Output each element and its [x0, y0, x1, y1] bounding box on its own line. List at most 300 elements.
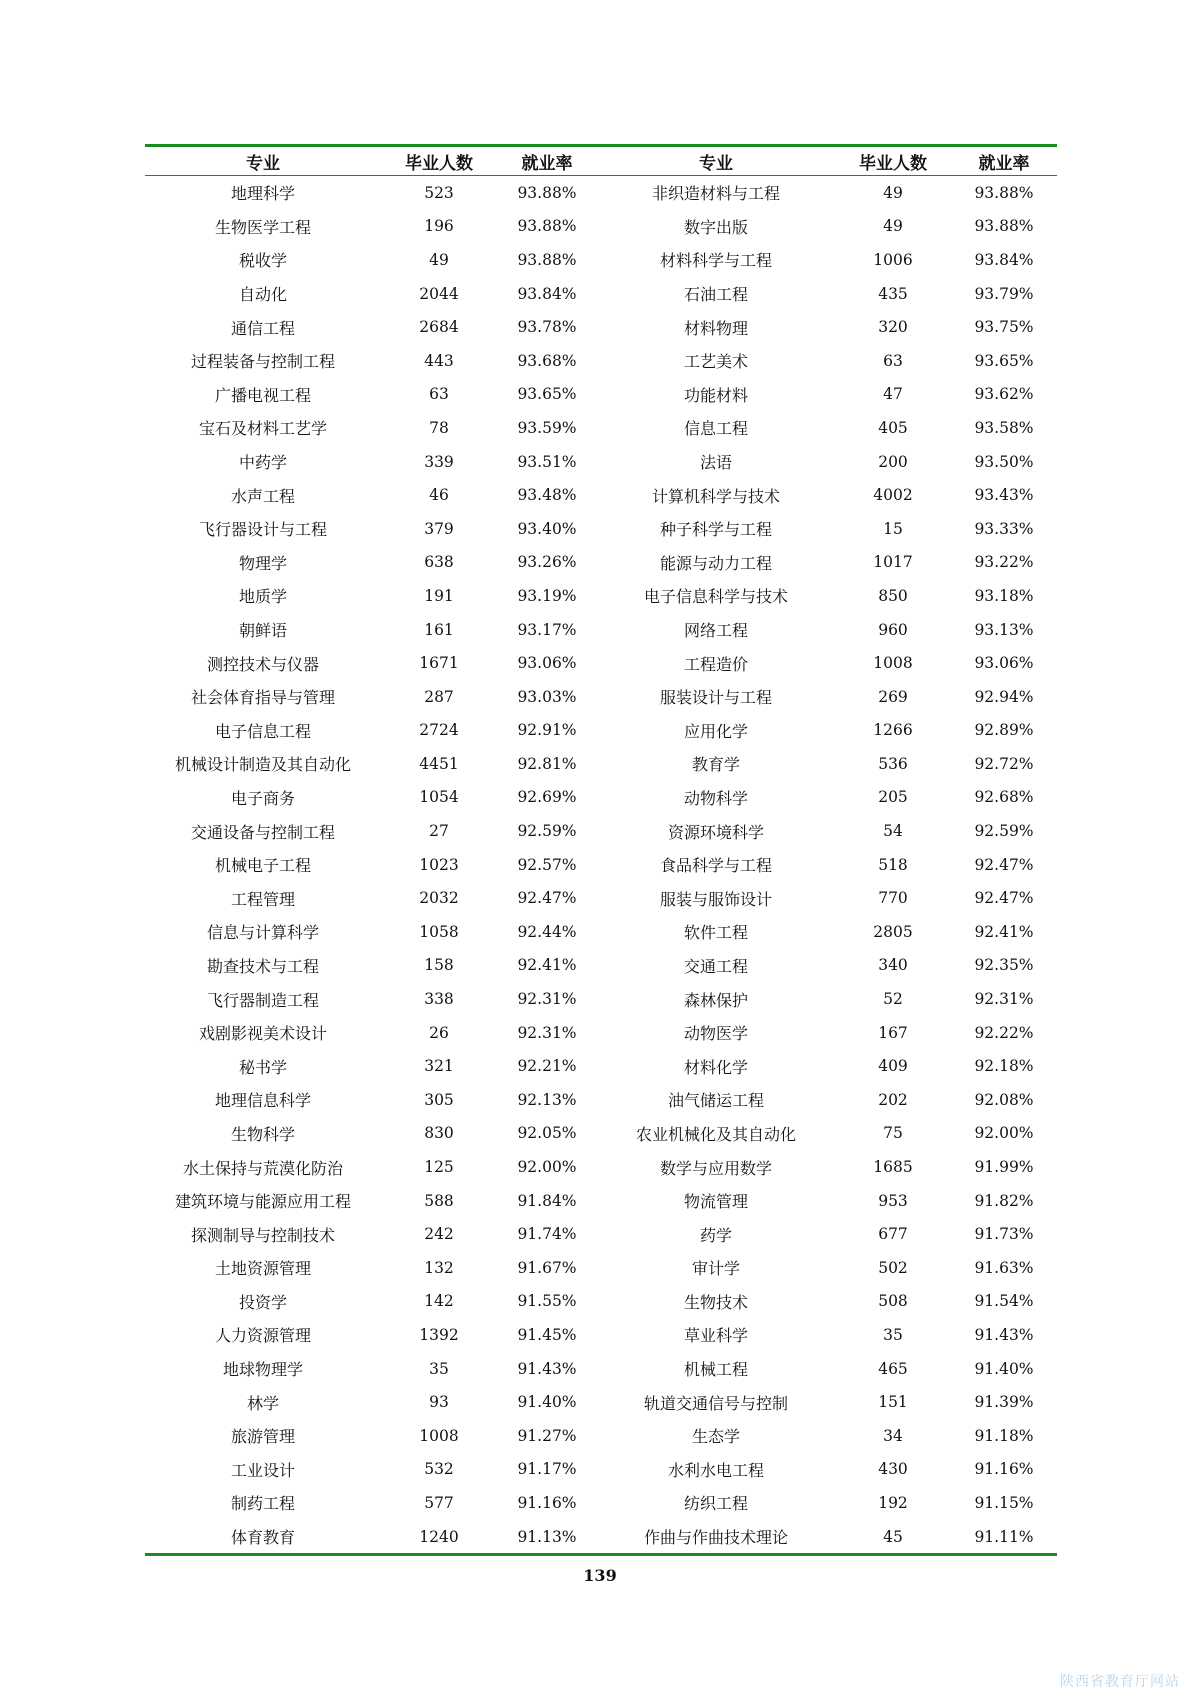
table-row — [145, 613, 1057, 647]
cell-major-right: 数字出版 — [683, 217, 748, 237]
cell-major-right: 工程造价 — [683, 654, 748, 674]
cell-major-left: 秘书学 — [238, 1057, 287, 1077]
table-row — [145, 747, 1057, 781]
cell-graduates-left: 532 — [424, 1460, 454, 1479]
cell-rate-right: 92.00% — [974, 1124, 1034, 1143]
cell-graduates-left: 379 — [424, 519, 454, 538]
table-row — [145, 680, 1057, 714]
cell-rate-left: 91.13% — [517, 1527, 577, 1546]
cell-rate-right: 93.84% — [974, 250, 1034, 269]
table-row — [145, 949, 1057, 983]
cell-rate-right: 91.15% — [974, 1493, 1034, 1512]
cell-rate-right: 92.08% — [974, 1090, 1034, 1109]
cell-major-left: 飞行器制造工程 — [206, 990, 319, 1010]
cell-graduates-left: 305 — [424, 1090, 454, 1109]
cell-graduates-right: 770 — [878, 889, 908, 908]
cell-major-left: 探测制导与控制技术 — [190, 1225, 335, 1245]
cell-graduates-left: 443 — [424, 351, 454, 370]
cell-major-left: 机械设计制造及其自动化 — [174, 755, 351, 775]
cell-rate-right: 92.41% — [974, 922, 1034, 941]
cell-major-left: 社会体育指导与管理 — [190, 688, 335, 708]
cell-major-right: 生物技术 — [683, 1292, 748, 1312]
table-row — [145, 1016, 1057, 1050]
cell-rate-right: 91.18% — [974, 1426, 1034, 1445]
cell-rate-left: 92.05% — [517, 1124, 577, 1143]
cell-major-right: 材料化学 — [683, 1057, 748, 1077]
cell-rate-right: 91.73% — [974, 1225, 1034, 1244]
cell-major-right: 动物科学 — [683, 788, 748, 808]
cell-graduates-right: 202 — [878, 1090, 908, 1109]
cell-rate-left: 93.19% — [517, 586, 577, 605]
cell-graduates-left: 191 — [424, 586, 454, 605]
cell-rate-left: 91.67% — [517, 1258, 577, 1277]
table-row — [145, 243, 1057, 277]
table-row — [145, 546, 1057, 580]
cell-major-right: 资源环境科学 — [667, 822, 764, 842]
cell-graduates-right: 518 — [878, 855, 908, 874]
cell-major-left: 地理科学 — [230, 184, 295, 204]
cell-rate-left: 92.81% — [517, 754, 577, 773]
cell-graduates-right: 4002 — [873, 486, 913, 505]
cell-rate-left: 93.17% — [517, 620, 577, 639]
cell-graduates-left: 35 — [429, 1359, 449, 1378]
cell-rate-right: 91.63% — [974, 1258, 1034, 1277]
table-row — [145, 344, 1057, 378]
employment-rate-table — [145, 144, 1057, 1556]
table-row — [145, 646, 1057, 680]
cell-major-right: 信息工程 — [683, 419, 748, 439]
header-rate-right: 就业率 — [951, 147, 1057, 176]
cell-rate-left: 92.47% — [517, 889, 577, 908]
cell-rate-right: 93.75% — [974, 318, 1034, 337]
cell-rate-right: 92.18% — [974, 1057, 1034, 1076]
cell-graduates-left: 4451 — [419, 754, 459, 773]
cell-major-left: 飞行器设计与工程 — [198, 520, 327, 540]
cell-major-left: 过程装备与控制工程 — [190, 352, 335, 372]
cell-graduates-right: 49 — [883, 217, 903, 236]
cell-major-right: 纺织工程 — [683, 1494, 748, 1514]
table-row — [145, 1419, 1057, 1453]
cell-rate-left: 91.40% — [517, 1393, 577, 1412]
cell-rate-left: 93.68% — [517, 351, 577, 370]
data-table — [145, 147, 1057, 1553]
cell-major-left: 工程管理 — [230, 889, 295, 909]
cell-major-left: 物理学 — [238, 553, 287, 573]
cell-major-right: 机械工程 — [683, 1360, 748, 1380]
cell-graduates-right: 205 — [878, 788, 908, 807]
cell-rate-right: 91.82% — [974, 1191, 1034, 1210]
table-body — [145, 176, 1057, 1554]
cell-major-right: 能源与动力工程 — [659, 553, 772, 573]
cell-major-right: 生态学 — [691, 1427, 740, 1447]
cell-graduates-right: 49 — [883, 183, 903, 202]
cell-major-right: 种子科学与工程 — [659, 520, 772, 540]
cell-major-left: 水声工程 — [230, 486, 295, 506]
cell-major-left: 宝石及材料工艺学 — [198, 419, 327, 439]
cell-graduates-left: 63 — [429, 385, 449, 404]
cell-graduates-left: 2684 — [419, 318, 459, 337]
table-row — [145, 714, 1057, 748]
cell-major-right: 应用化学 — [683, 721, 748, 741]
cell-rate-left: 92.21% — [517, 1057, 577, 1076]
cell-rate-right: 92.68% — [974, 788, 1034, 807]
cell-graduates-left: 2032 — [419, 889, 459, 908]
cell-rate-left: 92.59% — [517, 822, 577, 841]
table-row — [145, 1251, 1057, 1285]
table-row — [145, 1352, 1057, 1386]
cell-graduates-left: 1054 — [419, 788, 459, 807]
cell-rate-right: 92.47% — [974, 889, 1034, 908]
cell-graduates-left: 93 — [429, 1393, 449, 1412]
cell-major-right: 材料物理 — [683, 318, 748, 338]
cell-rate-left: 92.41% — [517, 956, 577, 975]
cell-major-right: 法语 — [699, 453, 732, 473]
cell-rate-left: 91.84% — [517, 1191, 577, 1210]
cell-rate-left: 93.84% — [517, 284, 577, 303]
cell-rate-left: 91.45% — [517, 1325, 577, 1344]
header-row — [145, 147, 1057, 176]
cell-rate-right: 93.43% — [974, 486, 1034, 505]
cell-major-left: 测控技术与仪器 — [206, 654, 319, 674]
cell-rate-left: 93.65% — [517, 385, 577, 404]
cell-major-right: 水利水电工程 — [667, 1460, 764, 1480]
cell-graduates-right: 320 — [878, 318, 908, 337]
table-row — [145, 1049, 1057, 1083]
cell-major-left: 交通设备与控制工程 — [190, 822, 335, 842]
cell-major-right: 审计学 — [691, 1259, 740, 1279]
cell-major-right: 农业机械化及其自动化 — [635, 1124, 796, 1144]
cell-major-left: 建筑环境与能源应用工程 — [174, 1192, 351, 1212]
cell-graduates-left: 27 — [429, 822, 449, 841]
cell-graduates-left: 638 — [424, 553, 454, 572]
cell-graduates-right: 2805 — [873, 922, 913, 941]
cell-rate-right: 92.72% — [974, 754, 1034, 773]
cell-major-left: 通信工程 — [230, 318, 295, 338]
cell-major-right: 网络工程 — [683, 621, 748, 641]
cell-rate-left: 93.40% — [517, 519, 577, 538]
cell-graduates-right: 45 — [883, 1527, 903, 1546]
cell-rate-right: 93.62% — [974, 385, 1034, 404]
cell-rate-left: 93.59% — [517, 418, 577, 437]
cell-rate-right: 93.65% — [974, 351, 1034, 370]
cell-rate-left: 91.16% — [517, 1493, 577, 1512]
cell-graduates-right: 850 — [878, 586, 908, 605]
cell-rate-left: 93.78% — [517, 318, 577, 337]
cell-graduates-left: 1058 — [419, 922, 459, 941]
cell-graduates-left: 2724 — [419, 721, 459, 740]
cell-graduates-left: 338 — [424, 990, 454, 1009]
cell-major-left: 制药工程 — [230, 1494, 295, 1514]
table-row — [145, 210, 1057, 244]
cell-graduates-right: 405 — [878, 418, 908, 437]
cell-rate-left: 92.91% — [517, 721, 577, 740]
cell-rate-right: 93.13% — [974, 620, 1034, 639]
cell-graduates-left: 1392 — [419, 1325, 459, 1344]
cell-major-left: 地质学 — [238, 587, 287, 607]
cell-graduates-right: 340 — [878, 956, 908, 975]
table-row — [145, 310, 1057, 344]
cell-graduates-left: 196 — [424, 217, 454, 236]
cell-rate-right: 93.88% — [974, 217, 1034, 236]
cell-rate-right: 93.79% — [974, 284, 1034, 303]
table-row — [145, 1285, 1057, 1319]
table-row — [145, 378, 1057, 412]
cell-graduates-right: 953 — [878, 1191, 908, 1210]
cell-major-right: 服装与服饰设计 — [659, 889, 772, 909]
header-graduates-right: 毕业人数 — [835, 147, 951, 176]
cell-rate-left: 93.51% — [517, 452, 577, 471]
cell-rate-right: 93.50% — [974, 452, 1034, 471]
cell-major-right: 食品科学与工程 — [659, 856, 772, 876]
cell-major-right: 轨道交通信号与控制 — [643, 1393, 788, 1413]
cell-graduates-right: 34 — [883, 1426, 903, 1445]
cell-major-left: 戏剧影视美术设计 — [198, 1024, 327, 1044]
cell-major-left: 地球物理学 — [222, 1360, 303, 1380]
cell-rate-right: 93.22% — [974, 553, 1034, 572]
cell-major-right: 作曲与作曲技术理论 — [643, 1528, 788, 1548]
cell-rate-left: 92.69% — [517, 788, 577, 807]
cell-graduates-left: 577 — [424, 1493, 454, 1512]
cell-rate-left: 93.06% — [517, 654, 577, 673]
cell-major-left: 朝鲜语 — [238, 621, 287, 641]
cell-rate-left: 91.43% — [517, 1359, 577, 1378]
table-row — [145, 1217, 1057, 1251]
cell-major-left: 电子信息工程 — [214, 721, 311, 741]
cell-graduates-right: 192 — [878, 1493, 908, 1512]
cell-rate-right: 91.54% — [974, 1292, 1034, 1311]
cell-graduates-left: 1671 — [419, 654, 459, 673]
table-header — [145, 147, 1057, 176]
cell-major-left: 机械电子工程 — [214, 856, 311, 876]
cell-rate-right: 91.43% — [974, 1325, 1034, 1344]
cell-rate-right: 91.16% — [974, 1460, 1034, 1479]
cell-major-left: 生物医学工程 — [214, 217, 311, 237]
cell-graduates-right: 200 — [878, 452, 908, 471]
cell-major-right: 教育学 — [691, 755, 740, 775]
cell-graduates-left: 161 — [424, 620, 454, 639]
cell-graduates-right: 1685 — [873, 1158, 913, 1177]
cell-major-left: 工业设计 — [230, 1460, 295, 1480]
cell-major-left: 中药学 — [238, 453, 287, 473]
cell-major-right: 草业科学 — [683, 1326, 748, 1346]
cell-graduates-left: 158 — [424, 956, 454, 975]
cell-graduates-left: 339 — [424, 452, 454, 471]
table-row — [145, 881, 1057, 915]
cell-rate-left: 91.17% — [517, 1460, 577, 1479]
cell-graduates-right: 1008 — [873, 654, 913, 673]
cell-rate-left: 93.88% — [517, 217, 577, 236]
cell-major-left: 林学 — [246, 1393, 279, 1413]
cell-graduates-left: 46 — [429, 486, 449, 505]
cell-rate-left: 93.88% — [517, 183, 577, 202]
cell-graduates-right: 47 — [883, 385, 903, 404]
cell-major-right: 森林保护 — [683, 990, 748, 1010]
cell-major-right: 软件工程 — [683, 923, 748, 943]
cell-rate-left: 92.57% — [517, 855, 577, 874]
cell-rate-left: 91.55% — [517, 1292, 577, 1311]
cell-major-right: 交通工程 — [683, 956, 748, 976]
table-row — [145, 176, 1057, 210]
table-row — [145, 1184, 1057, 1218]
cell-rate-right: 92.31% — [974, 990, 1034, 1009]
cell-major-left: 旅游管理 — [230, 1427, 295, 1447]
table-row — [145, 1150, 1057, 1184]
cell-major-right: 非织造材料与工程 — [651, 184, 780, 204]
cell-major-right: 材料科学与工程 — [659, 251, 772, 271]
cell-major-right: 动物医学 — [683, 1024, 748, 1044]
cell-major-left: 体育教育 — [230, 1528, 295, 1548]
cell-graduates-right: 52 — [883, 990, 903, 1009]
header-rate-left: 就业率 — [497, 147, 597, 176]
cell-rate-left: 92.44% — [517, 922, 577, 941]
cell-major-left: 地理信息科学 — [214, 1091, 311, 1111]
cell-rate-right: 92.59% — [974, 822, 1034, 841]
cell-major-right: 功能材料 — [683, 385, 748, 405]
cell-rate-left: 92.31% — [517, 990, 577, 1009]
cell-graduates-left: 132 — [424, 1258, 454, 1277]
cell-rate-right: 93.58% — [974, 418, 1034, 437]
cell-major-right: 服装设计与工程 — [659, 688, 772, 708]
cell-major-left: 信息与计算科学 — [206, 923, 319, 943]
table-row — [145, 445, 1057, 479]
cell-major-right: 计算机科学与技术 — [651, 486, 780, 506]
cell-rate-left: 93.88% — [517, 250, 577, 269]
header-major-right: 专业 — [597, 147, 835, 176]
cell-major-right: 电子信息科学与技术 — [643, 587, 788, 607]
cell-rate-left: 92.00% — [517, 1158, 577, 1177]
cell-graduates-left: 830 — [424, 1124, 454, 1143]
cell-major-left: 自动化 — [238, 285, 287, 305]
cell-major-right: 油气储运工程 — [667, 1091, 764, 1111]
cell-graduates-right: 167 — [878, 1023, 908, 1042]
cell-graduates-left: 2044 — [419, 284, 459, 303]
table-row — [145, 1385, 1057, 1419]
cell-major-left: 生物科学 — [230, 1124, 295, 1144]
cell-graduates-right: 1017 — [873, 553, 913, 572]
cell-rate-left: 93.48% — [517, 486, 577, 505]
table-row — [145, 982, 1057, 1016]
cell-major-right: 药学 — [699, 1225, 732, 1245]
cell-major-right: 物流管理 — [683, 1192, 748, 1212]
cell-rate-right: 93.18% — [974, 586, 1034, 605]
table-row — [145, 1318, 1057, 1352]
table-row — [145, 277, 1057, 311]
cell-graduates-right: 430 — [878, 1460, 908, 1479]
cell-graduates-right: 677 — [878, 1225, 908, 1244]
table-row — [145, 1453, 1057, 1487]
cell-graduates-right: 75 — [883, 1124, 903, 1143]
cell-graduates-left: 1240 — [419, 1527, 459, 1546]
cell-rate-right: 91.99% — [974, 1158, 1034, 1177]
cell-major-right: 数学与应用数学 — [659, 1158, 772, 1178]
cell-graduates-right: 502 — [878, 1258, 908, 1277]
cell-major-left: 水土保持与荒漠化防治 — [182, 1158, 343, 1178]
cell-graduates-left: 242 — [424, 1225, 454, 1244]
cell-rate-right: 91.11% — [974, 1527, 1034, 1546]
cell-graduates-left: 78 — [429, 418, 449, 437]
cell-major-left: 勘查技术与工程 — [206, 956, 319, 976]
cell-graduates-right: 1006 — [873, 250, 913, 269]
cell-graduates-right: 465 — [878, 1359, 908, 1378]
cell-graduates-right: 54 — [883, 822, 903, 841]
cell-graduates-left: 523 — [424, 183, 454, 202]
page-number: 139 — [583, 1566, 617, 1585]
cell-graduates-left: 1008 — [419, 1426, 459, 1445]
cell-graduates-left: 26 — [429, 1023, 449, 1042]
cell-rate-right: 92.94% — [974, 687, 1034, 706]
cell-graduates-right: 960 — [878, 620, 908, 639]
table-row — [145, 579, 1057, 613]
cell-graduates-right: 536 — [878, 754, 908, 773]
cell-graduates-right: 435 — [878, 284, 908, 303]
cell-major-left: 人力资源管理 — [214, 1326, 311, 1346]
table-row — [145, 1486, 1057, 1520]
cell-rate-right: 93.06% — [974, 654, 1034, 673]
cell-rate-left: 91.74% — [517, 1225, 577, 1244]
cell-rate-right: 93.33% — [974, 519, 1034, 538]
cell-graduates-right: 151 — [878, 1393, 908, 1412]
table-row — [145, 848, 1057, 882]
cell-rate-right: 91.40% — [974, 1359, 1034, 1378]
cell-graduates-right: 1266 — [873, 721, 913, 740]
cell-graduates-right: 409 — [878, 1057, 908, 1076]
cell-graduates-right: 35 — [883, 1325, 903, 1344]
cell-graduates-left: 125 — [424, 1158, 454, 1177]
watermark: 陕西省教育厅网站 — [1060, 1674, 1180, 1690]
cell-major-left: 投资学 — [238, 1292, 287, 1312]
cell-major-right: 工艺美术 — [683, 352, 748, 372]
cell-major-left: 税收学 — [238, 251, 287, 271]
table-row — [145, 478, 1057, 512]
cell-graduates-right: 269 — [878, 687, 908, 706]
header-major-left: 专业 — [145, 147, 381, 176]
cell-rate-right: 92.47% — [974, 855, 1034, 874]
cell-rate-left: 93.03% — [517, 687, 577, 706]
table-row — [145, 512, 1057, 546]
cell-graduates-right: 63 — [883, 351, 903, 370]
cell-rate-left: 92.13% — [517, 1090, 577, 1109]
cell-rate-right: 92.22% — [974, 1023, 1034, 1042]
cell-graduates-right: 508 — [878, 1292, 908, 1311]
table-row — [145, 411, 1057, 445]
cell-graduates-left: 287 — [424, 687, 454, 706]
table-row — [145, 1117, 1057, 1151]
cell-graduates-left: 588 — [424, 1191, 454, 1210]
cell-graduates-left: 1023 — [419, 855, 459, 874]
header-graduates-left: 毕业人数 — [381, 147, 497, 176]
table-row — [145, 781, 1057, 815]
cell-rate-left: 92.31% — [517, 1023, 577, 1042]
table-row — [145, 1083, 1057, 1117]
cell-rate-right: 91.39% — [974, 1393, 1034, 1412]
cell-rate-right: 93.88% — [974, 183, 1034, 202]
table-row — [145, 814, 1057, 848]
cell-graduates-left: 142 — [424, 1292, 454, 1311]
cell-major-right: 石油工程 — [683, 285, 748, 305]
cell-rate-left: 93.26% — [517, 553, 577, 572]
table-row — [145, 915, 1057, 949]
cell-graduates-left: 321 — [424, 1057, 454, 1076]
cell-graduates-right: 15 — [883, 519, 903, 538]
cell-rate-right: 92.89% — [974, 721, 1034, 740]
cell-major-left: 广播电视工程 — [214, 385, 311, 405]
cell-graduates-left: 49 — [429, 250, 449, 269]
cell-rate-right: 92.35% — [974, 956, 1034, 975]
table-row — [145, 1520, 1057, 1554]
cell-rate-left: 91.27% — [517, 1426, 577, 1445]
cell-major-left: 土地资源管理 — [214, 1259, 311, 1279]
cell-major-left: 电子商务 — [230, 788, 295, 808]
